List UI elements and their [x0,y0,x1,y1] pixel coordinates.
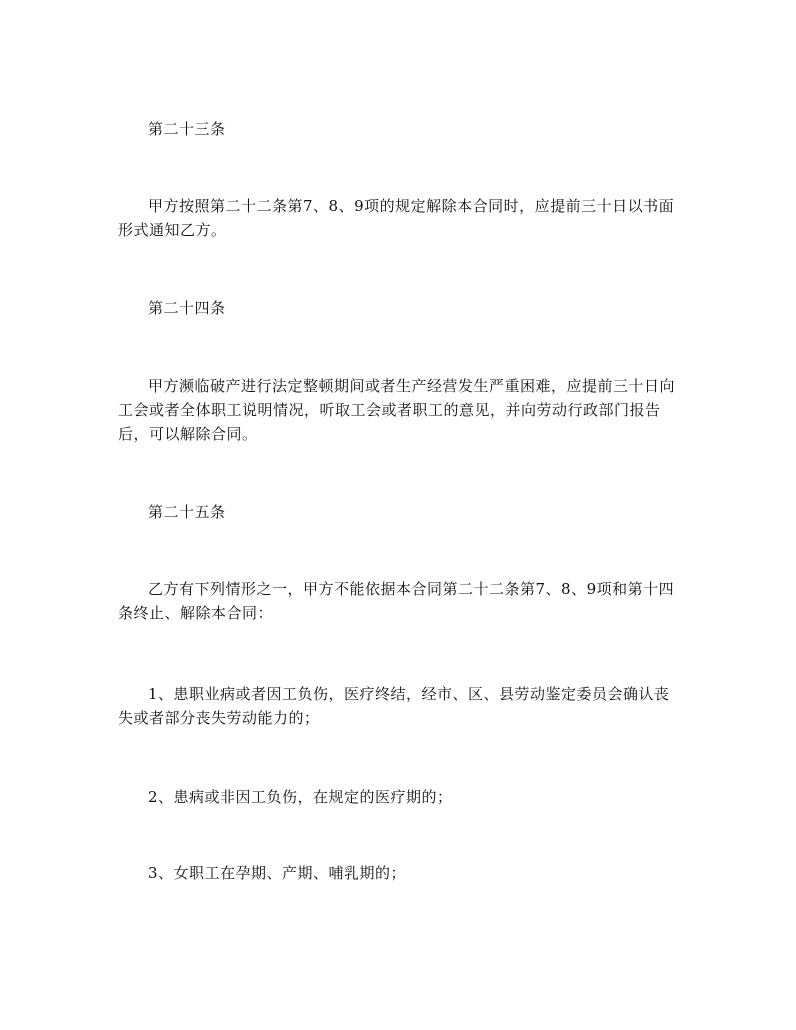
article-25-line-1: 乙方有下列情形之一，甲方不能依据本合同第二十二条第7、8、9项和第十四 [148,580,675,598]
article-23-heading: 第二十三条 [148,120,226,138]
article-24-line-1: 甲方濒临破产进行法定整顿期间或者生产经营发生严重困难，应提前三十日向 [148,377,676,395]
list-item-1-line-1: 1、患职业病或者因工负伤，医疗终结，经市、区、县劳动鉴定委员会确认丧 [148,685,670,703]
article-25-body [118,577,688,625]
article-24-body [118,374,688,446]
article-23-line-1: 甲方按照第二十二条第7、8、9项的规定解除本合同时，应提前三十日以书面 [148,197,675,215]
list-item-3: 3、女职工在孕期、产期、哺乳期的； [148,864,407,882]
list-item-2: 2、患病或非因工负伤，在规定的医疗期的； [148,788,453,806]
list-item-1-line-2: 失或者部分丧失劳动能力的； [118,709,320,727]
article-23-body [118,194,688,242]
article-24-heading: 第二十四条 [148,299,226,317]
article-25-line-2: 条终止、解除本合同： [118,604,274,622]
article-24-line-3: 后，可以解除合同。 [118,425,258,443]
article-24-line-2: 工会或者全体职工说明情况，听取工会或者职工的意见，并向劳动行政部门报告 [118,401,661,419]
article-23-line-2: 形式通知乙方。 [118,221,227,239]
article-25-heading: 第二十五条 [148,503,226,521]
list-item-1 [118,682,688,730]
